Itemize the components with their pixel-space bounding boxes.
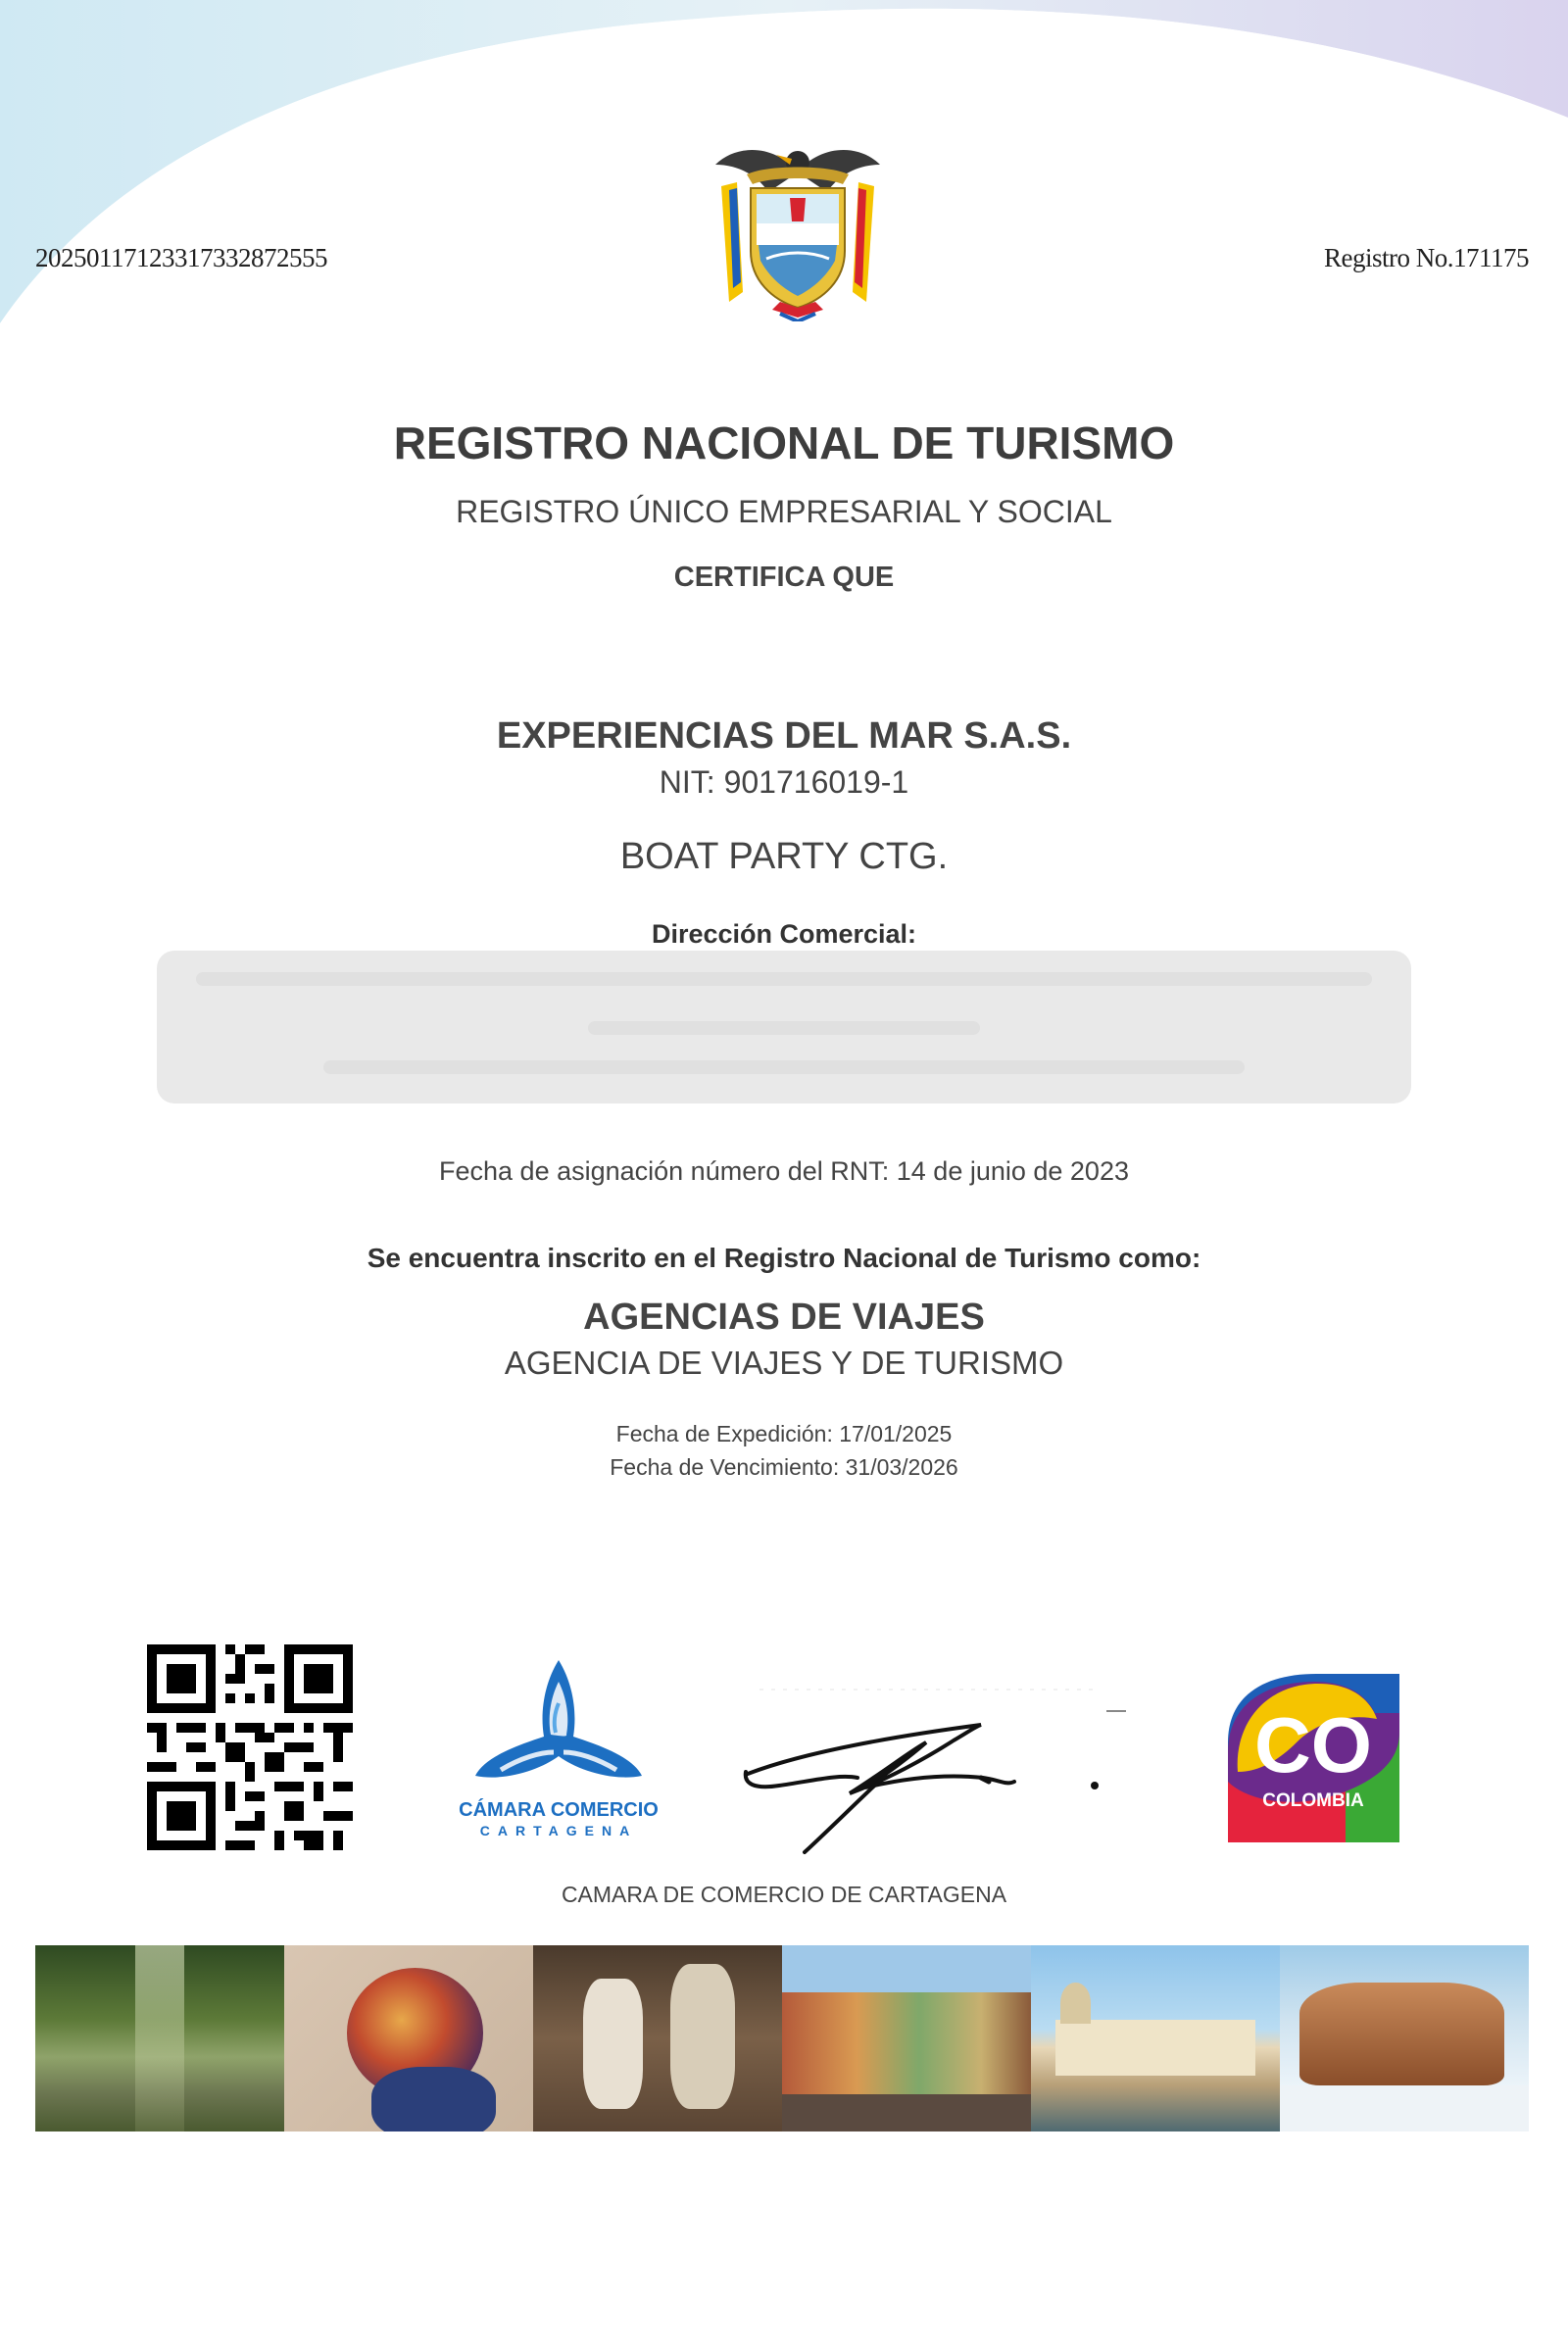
signature-image xyxy=(740,1684,1132,1860)
page-title: REGISTRO NACIONAL DE TURISMO xyxy=(393,417,1175,468)
camara-comercio-emblem-icon xyxy=(446,1654,671,1801)
serial-number: 20250117123317332872555 xyxy=(35,243,327,272)
fecha-expedicion: Fecha de Expedición: 17/01/2025 xyxy=(615,1421,953,1446)
company-brand: BOAT PARTY CTG. xyxy=(619,836,949,877)
redacted-line xyxy=(588,1021,980,1035)
categoria: AGENCIAS DE VIAJES xyxy=(583,1297,985,1338)
colombia-co-logo xyxy=(1228,1674,1399,1842)
fecha-asignacion-rnt: Fecha de asignación número del RNT: 14 de junio de 2023 xyxy=(439,1156,1129,1186)
camara-comercio-city: CARTAGENA xyxy=(479,1823,638,1838)
redacted-address-block xyxy=(157,951,1411,1103)
qr-code-icon[interactable] xyxy=(147,1644,353,1850)
certifica-heading: CERTIFICA QUE xyxy=(673,562,895,593)
colombia-coat-of-arms-icon xyxy=(708,135,888,321)
colonial-street-photo xyxy=(782,1945,1031,2132)
redacted-line xyxy=(196,972,1372,986)
tourism-photo-strip xyxy=(35,1945,1529,2132)
rock-formation-photo xyxy=(1280,1945,1529,2132)
footer-camara-text: CAMARA DE COMERCIO DE CARTAGENA xyxy=(561,1882,1007,1907)
direccion-label: Dirección Comercial: xyxy=(651,919,917,949)
colombia-word: COLOMBIA xyxy=(1262,1790,1364,1811)
forest-path-photo xyxy=(35,1945,284,2132)
subcategoria: AGENCIA DE VIAJES Y DE TURISMO xyxy=(504,1345,1064,1381)
co-letters: CO xyxy=(1254,1701,1372,1788)
colonial-building-photo xyxy=(1031,1945,1280,2132)
fecha-vencimiento: Fecha de Vencimiento: 31/03/2026 xyxy=(610,1454,958,1480)
inscrito-como-text: Se encuentra inscrito en el Registro Nacional de Turismo como: xyxy=(367,1243,1201,1273)
company-nit: NIT: 901716019-1 xyxy=(659,764,909,800)
condor-bird-photo xyxy=(284,1945,533,2132)
company-name: EXPERIENCIAS DEL MAR S.A.S. xyxy=(496,715,1072,757)
camara-comercio-logo xyxy=(446,1654,671,1850)
musicians-photo xyxy=(533,1945,782,2132)
colombia-brand-icon xyxy=(1228,1674,1399,1842)
page-subtitle: REGISTRO ÚNICO EMPRESARIAL Y SOCIAL xyxy=(456,494,1112,529)
redacted-line xyxy=(323,1060,1245,1074)
camara-comercio-name: CÁMARA COMERCIO xyxy=(459,1799,659,1821)
registro-number: Registro No.171175 xyxy=(1324,243,1529,272)
